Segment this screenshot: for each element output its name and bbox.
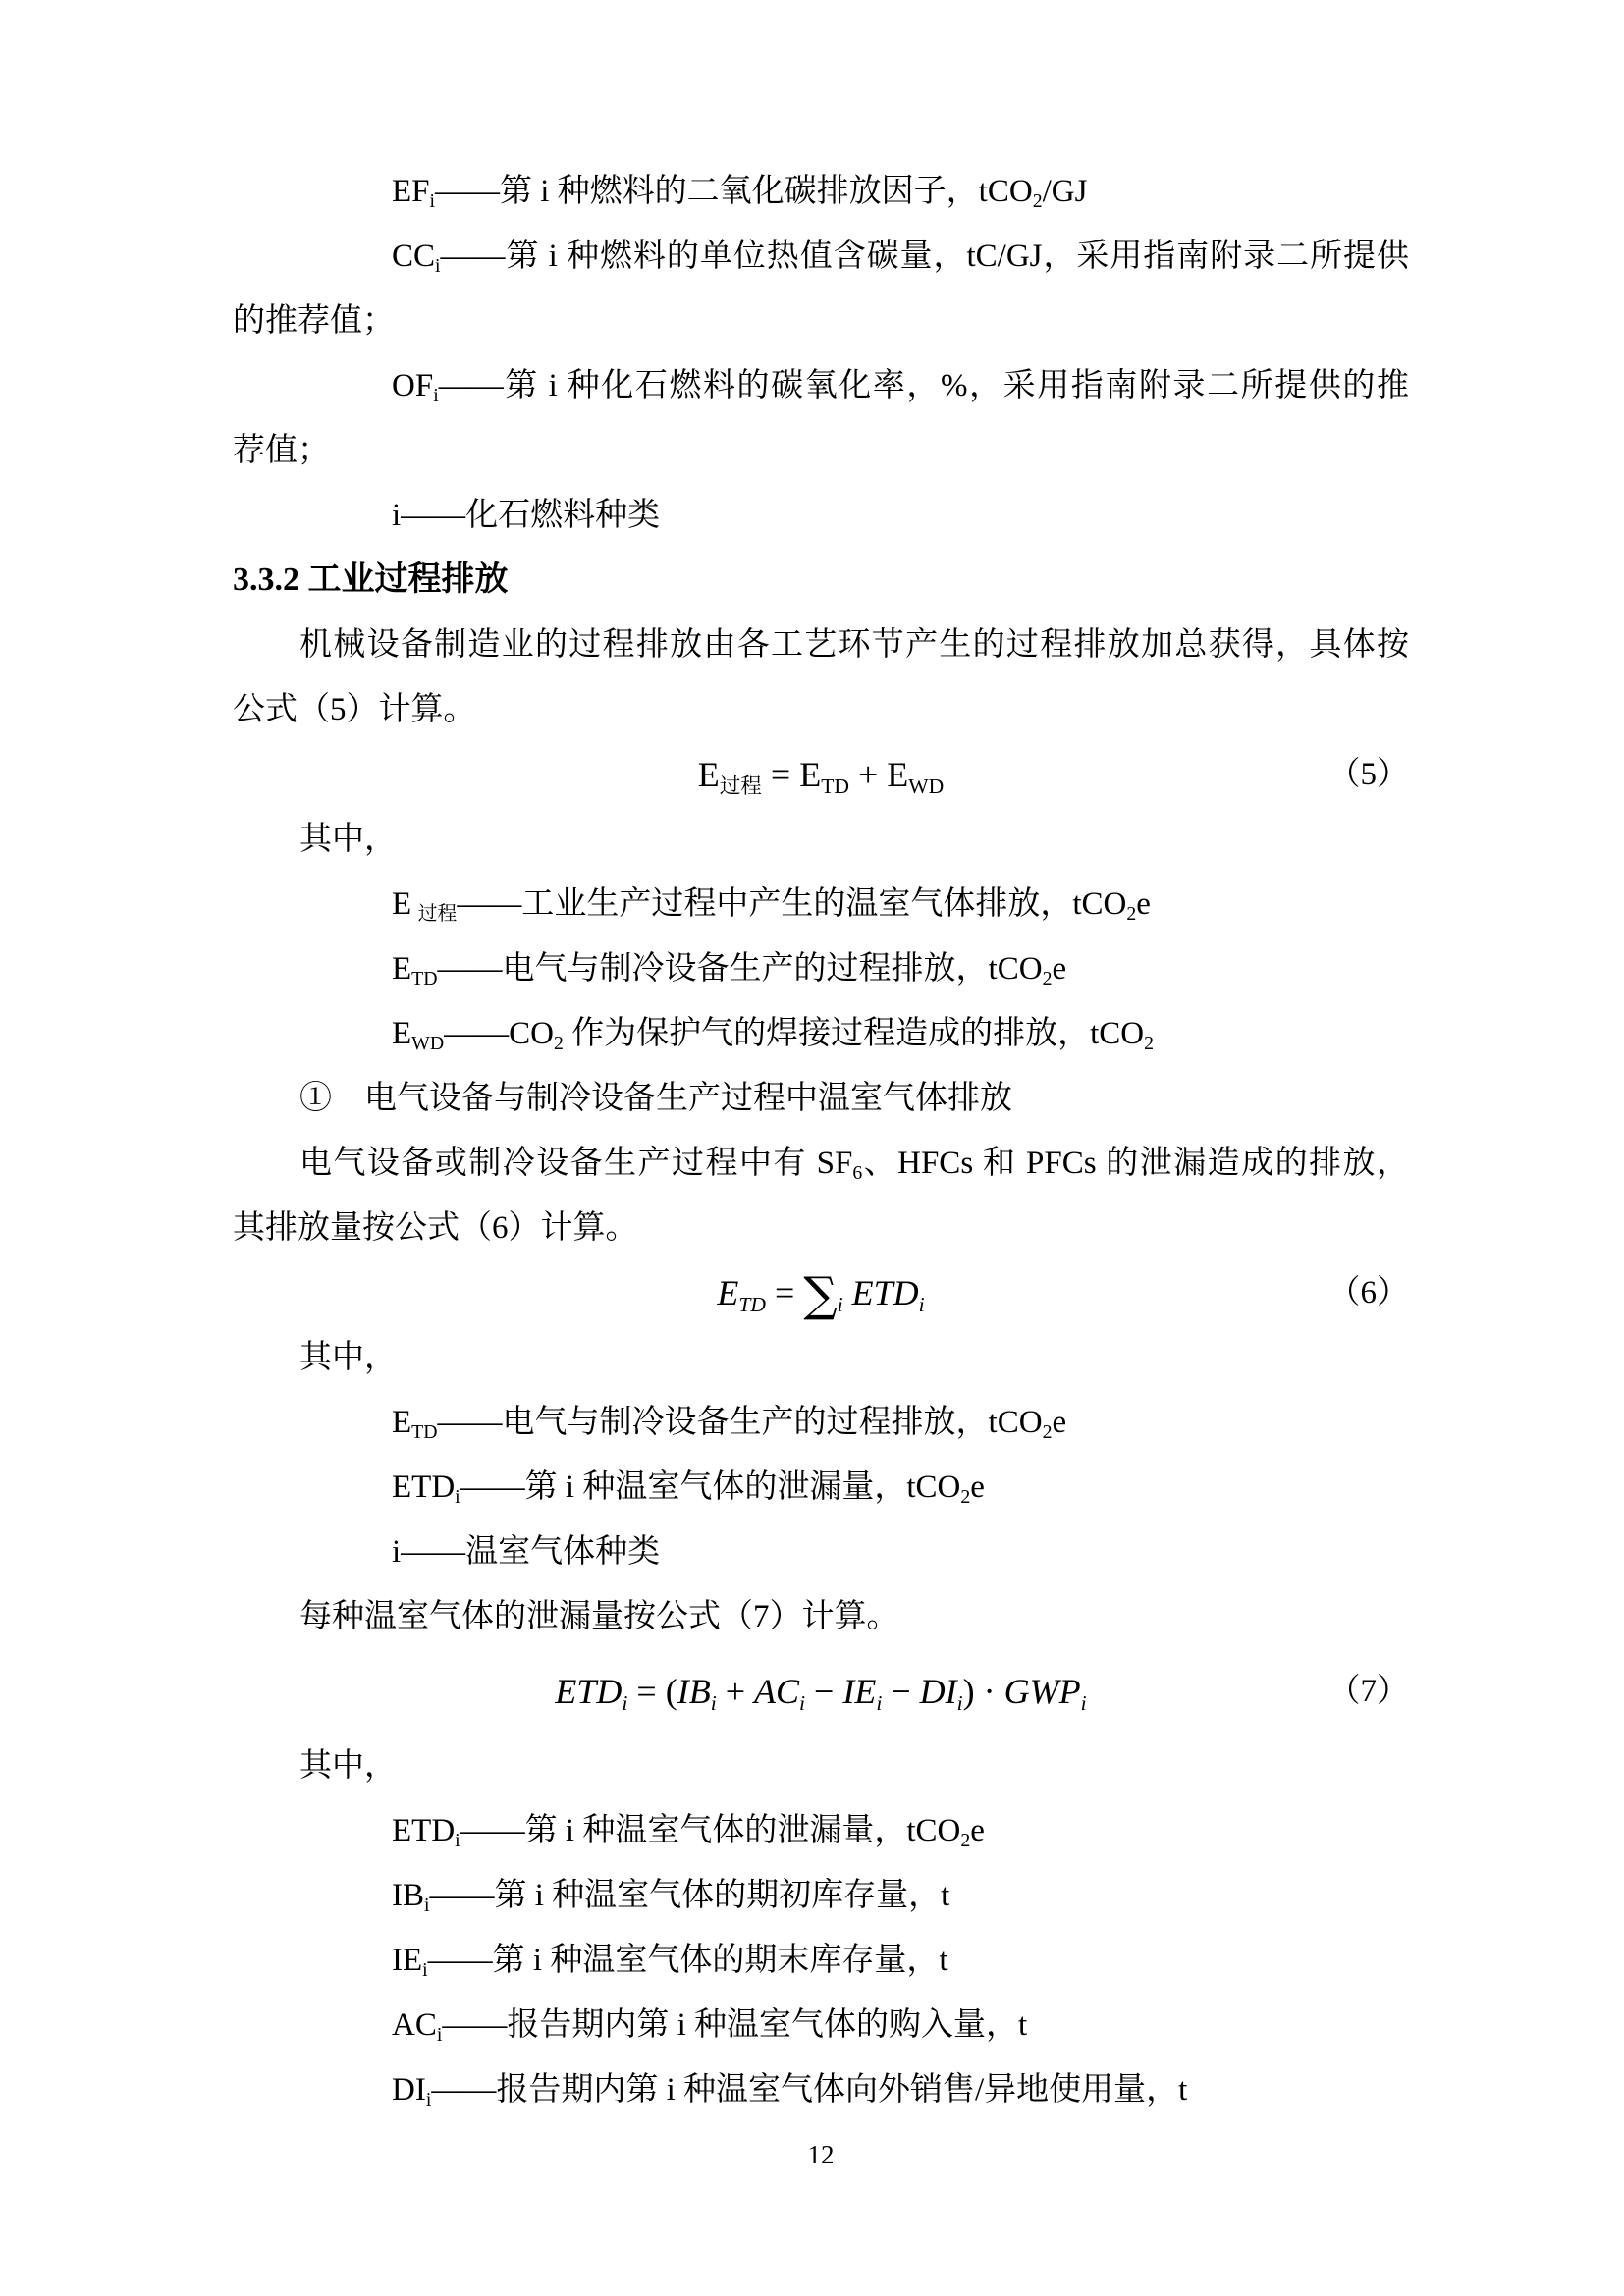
document-content [233, 159, 1409, 2187]
text-line: 其中， [299, 1748, 397, 1784]
text-line: E $_{过程}$——工业生产过程中产生的温室气体排放，tCO$_2$e [392, 886, 1151, 926]
text-line: $E_{TD}——$电气与制冷设备生产的过程排放，tCO$_2$e [392, 1405, 1067, 1444]
text-line: $DI_i——$报告期内第 i 种温室气体向外销售/异地使用量，t [392, 2072, 1188, 2111]
text-line: 公式（5）计算。 [233, 692, 476, 727]
text-line: $ETD_i——$第 i 种温室气体的泄漏量，tCO$_2$e [392, 1813, 985, 1852]
page-number: 12 [807, 2140, 835, 2169]
text-line: 机械设备制造业的过程排放由各工艺环节产生的过程排放加总获得，具体按 [299, 627, 1409, 663]
text-line: i——温室气体种类 [392, 1534, 661, 1570]
formula-line: $ETD_i = (IB_i + AC_i - IE_i - DI_i) \cdot GWP_i$ （7） [233, 1649, 1409, 1734]
text-line: $E_{TD}——$电气与制冷设备生产的过程排放，tCO$_2$e [392, 951, 1067, 990]
section-heading: 3.3.2 工业过程排放 [233, 561, 509, 598]
text-line: $ETD_i——$第 i 种温室气体的泄漏量，tCO$_2$e [392, 1469, 985, 1509]
text-line: 荐值； [233, 433, 330, 468]
document-lines [233, 159, 1409, 2122]
summation-symbol: ∑ [803, 1266, 838, 1322]
text-line: $EF_i——$第 i 种燃料的二氧化碳排放因子，tCO$_2$/GJ [392, 174, 1088, 213]
text-line: 其排放量按公式（6）计算。 [233, 1210, 638, 1246]
text-line: 其中， [299, 822, 397, 857]
text-line: 其中， [299, 1340, 397, 1375]
formula-number: （5） [1327, 757, 1409, 792]
formula-line: $E_{过程} = E_{TD} + E_{WD}$ （5） [233, 742, 1409, 807]
text-line: 每种温室气体的泄漏量按公式（7）计算。 [299, 1599, 899, 1634]
text-line: $OF_i——$第 i 种化石燃料的碳氧化率，%，采用指南附录二所提供的推 [392, 368, 1409, 407]
formula-number: （6） [1327, 1275, 1409, 1310]
text-line: $AC_i——$报告期内第 i 种温室气体的购入量，t [392, 2007, 1028, 2047]
text-line: ① 电气设备与制冷设备生产过程中温室气体排放 [299, 1081, 1012, 1116]
formula-line: $E_{TD} = \sum_i$ $ETD_i$ （6） [233, 1260, 1409, 1325]
text-line: $IE_i——$第 i 种温室气体的期末库存量，t [392, 1943, 948, 1982]
text-line: $CC_i——$第 i 种燃料的单位热值含碳量，tC/GJ，采用指南附录二所提供 [392, 239, 1409, 278]
text-line: $E_{WD}——CO_2$ 作为保护气的焊接过程造成的排放，tCO$_2$ [392, 1016, 1155, 1055]
text-line: 电气设备或制冷设备生产过程中有 $SF_6$、HFCs 和 PFCs 的泄漏造成的排放， [299, 1146, 1409, 1185]
text-line: $IB_i——$第 i 种温室气体的期初库存量，t [392, 1878, 950, 1917]
text-line: i——化石燃料种类 [392, 498, 661, 533]
text-line: 的推荐值； [233, 303, 395, 339]
formula-number: （7） [1327, 1674, 1409, 1709]
